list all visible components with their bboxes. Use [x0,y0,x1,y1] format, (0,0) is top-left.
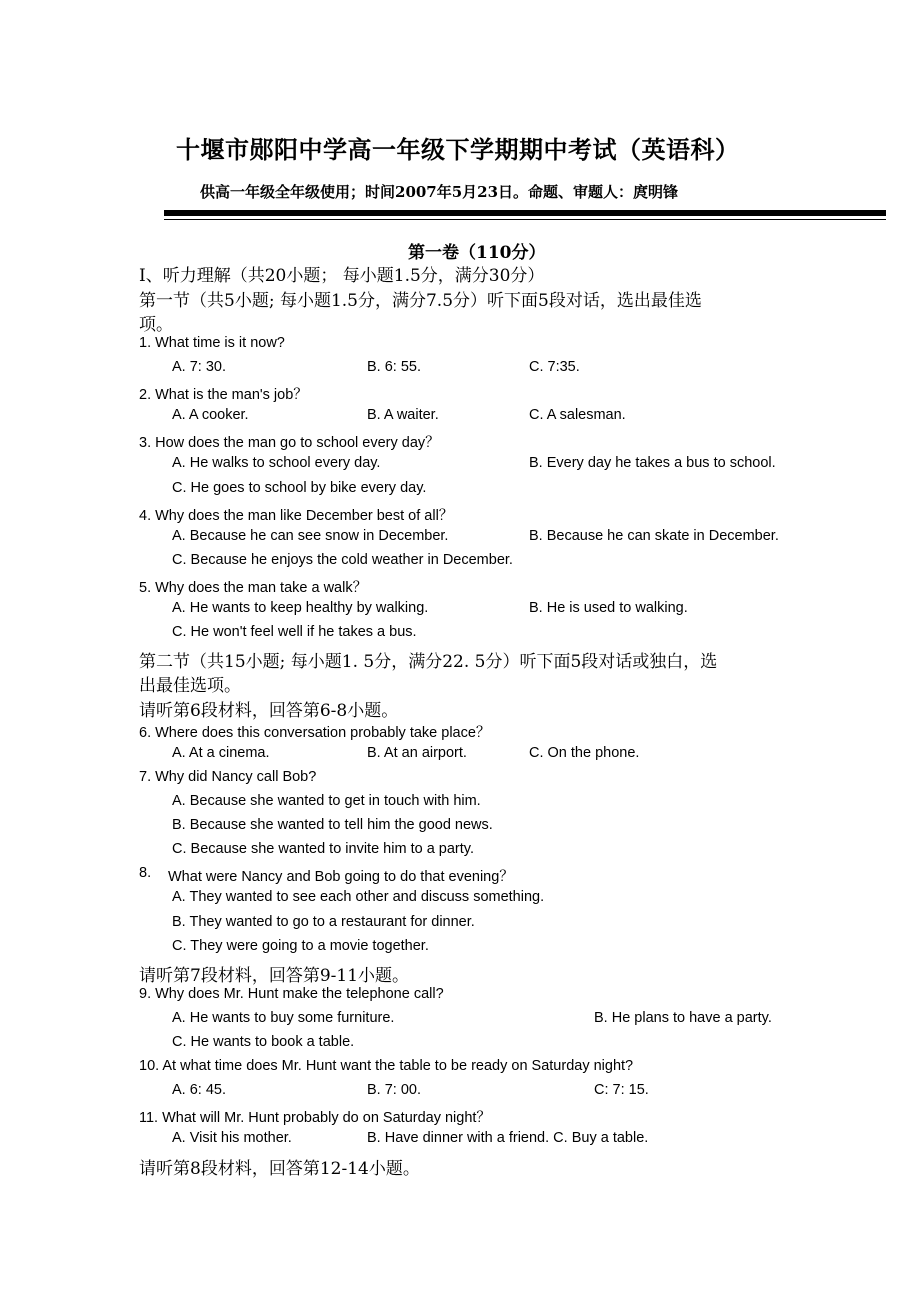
option-a: A. 6: 45. [172,1082,227,1098]
question-stem: What were Nancy and Bob going to do that evening？ [168,869,514,885]
option-a: A. He wants to keep healthy by walking. [172,600,429,616]
option-a: A. A cooker. [172,407,249,423]
option-b: B. A waiter. [367,407,439,423]
part1-title: 第一卷（110分） [408,243,546,263]
option-c: C. They were going to a movie together. [172,938,429,954]
question-stem: 3. How does the man go to school every day？ [139,435,440,451]
option-b: B. Because he can skate in December. [529,528,779,544]
option-a: A. They wanted to see each other and discuss something. [172,889,545,905]
option-b: B. 7: 00. [367,1082,422,1098]
section2-instruction-line2: 出最佳选项。 [139,676,241,696]
passage7-instruction: 请听第7段材料，回答第9-11小题。 [139,966,410,986]
listening-heading: I、听力理解（共20小题； 每小题1.5分，满分30分） [139,266,545,286]
question-stem: 5. Why does the man take a walk？ [139,580,368,596]
exam-title: 十堰市郧阳中学高一年级下学期期中考试（英语科） [176,135,740,164]
question-stem: 2. What is the man's job？ [139,387,308,403]
option-b: B. Because she wanted to tell him the good news. [172,817,493,833]
passage6-instruction: 请听第6段材料，回答第6-8小题。 [139,701,399,721]
option-b: B. 6: 55. [367,359,422,375]
question-number: 8. [139,865,152,881]
section1-instruction-line1: 第一节（共5小题; 每小题1.5分，满分7.5分）听下面5段对话，选出最佳选 [139,291,702,311]
header-rule-thick [164,210,886,216]
option-c: C. He wants to book a table. [172,1034,355,1050]
section1-instruction-line2: 项。 [139,315,173,335]
option-a: A. Because she wanted to get in touch with him. [172,793,481,809]
section2-instruction-line1: 第二节（共15小题; 每小题1. 5分，满分22. 5分）听下面5段对话或独白，选 [139,652,718,672]
option-a: A. 7: 30. [172,359,227,375]
question-stem: 11. What will Mr. Hunt probably do on Saturday night？ [139,1110,491,1126]
option-c: C. He won't feel well if he takes a bus. [172,624,417,640]
option-c: C. He goes to school by bike every day. [172,480,427,496]
question-stem: 9. Why does Mr. Hunt make the telephone call? [139,986,444,1002]
question-stem: 7. Why did Nancy call Bob? [139,769,317,785]
option-a: A. At a cinema. [172,745,270,761]
option-c: C. A salesman. [529,407,626,423]
question-stem: 1. What time is it now? [139,335,285,351]
option-a: A. Because he can see snow in December. [172,528,449,544]
option-b: B. At an airport. [367,745,467,761]
option-b: B. Have dinner with a friend. C. Buy a table. [367,1130,649,1146]
option-c: C. 7:35. [529,359,580,375]
question-stem: 4. Why does the man like December best of all？ [139,508,454,524]
option-b: B. He is used to walking. [529,600,688,616]
option-c: C. Because he enjoys the cold weather in December. [172,552,513,568]
option-c: C. On the phone. [529,745,640,761]
option-c: C: 7: 15. [594,1082,649,1098]
question-stem: 10. At what time does Mr. Hunt want the table to be ready on Saturday night? [139,1058,634,1074]
header-rule-thin [164,219,886,220]
exam-subtitle: 供高一年级全年级使用；时间2007年5月23日。命题、审题人：庹明锋 [200,183,679,201]
option-a: A. He walks to school every day. [172,455,381,471]
passage8-instruction: 请听第8段材料，回答第12-14小题。 [139,1159,420,1179]
question-stem: 6. Where does this conversation probably take place？ [139,725,491,741]
option-b: B. Every day he takes a bus to school. [529,455,776,471]
option-a: A. Visit his mother. [172,1130,292,1146]
option-b: B. He plans to have a party. [594,1010,772,1026]
option-b: B. They wanted to go to a restaurant for dinner. [172,914,475,930]
option-a: A. He wants to buy some furniture. [172,1010,395,1026]
option-c: C. Because she wanted to invite him to a party. [172,841,474,857]
